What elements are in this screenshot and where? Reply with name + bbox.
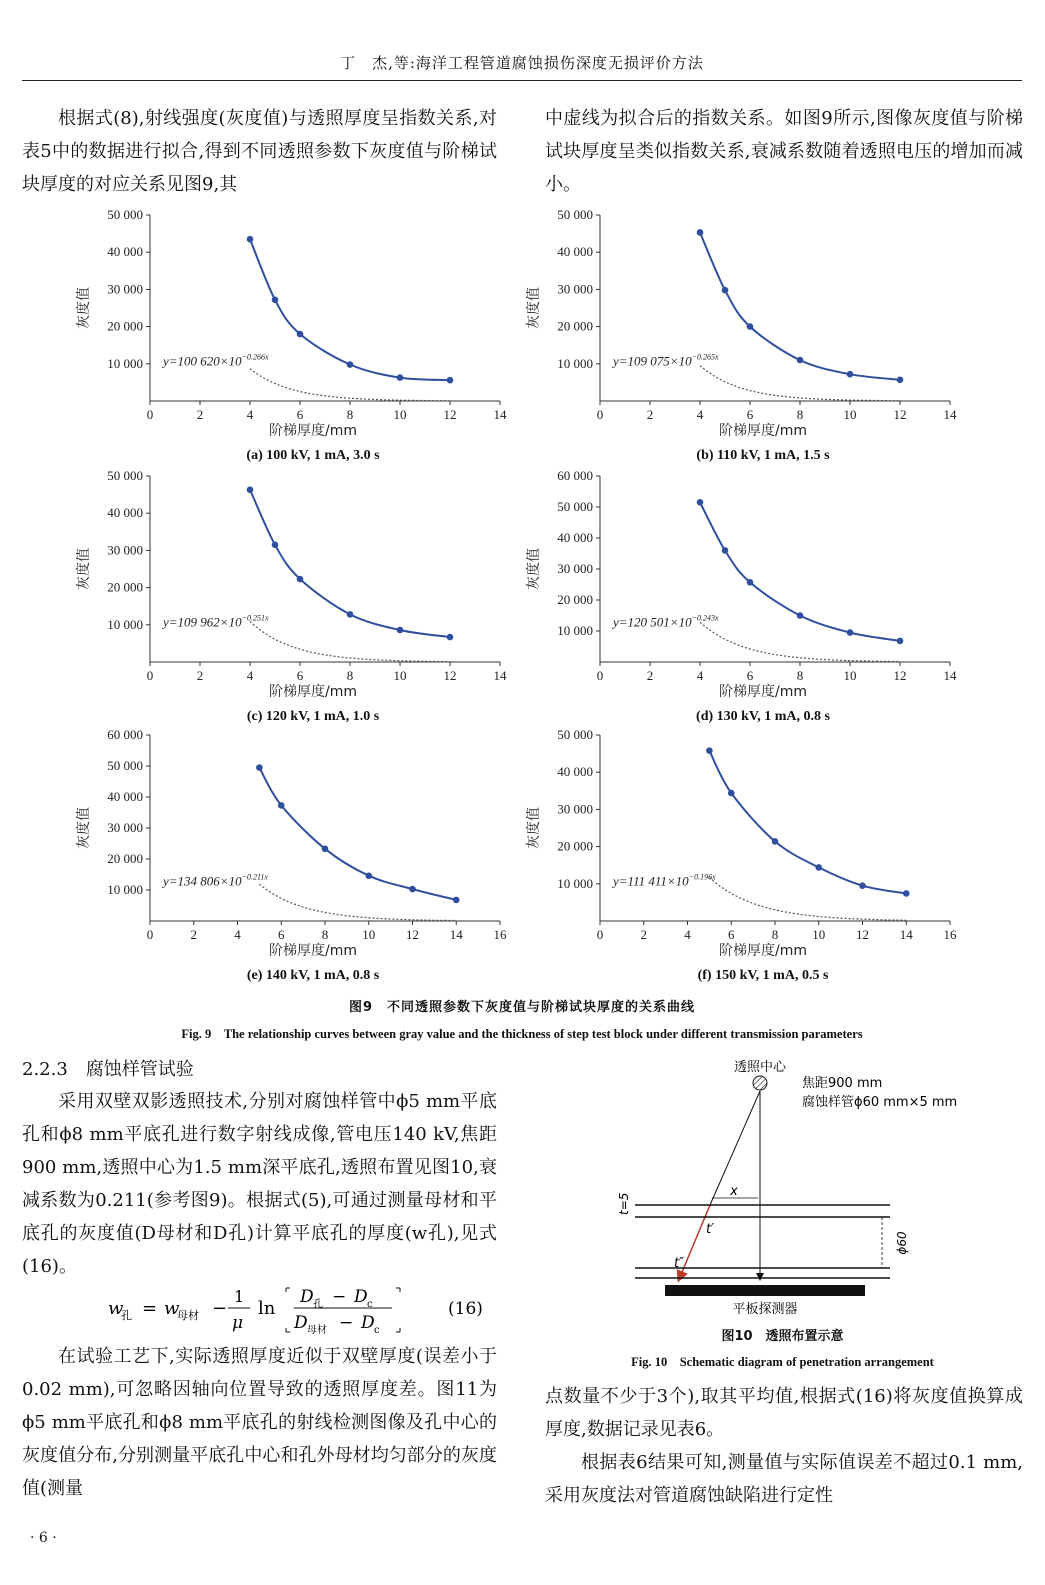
- data-series-line: [259, 768, 456, 900]
- right-paragraph-2: 点数量不少于3个),取其平均值,根据式(16)将灰度值换算成厚度,数据记录见表6。: [545, 1386, 1023, 1440]
- x-tick-label: 14: [943, 668, 957, 683]
- fit-equation: y=109 $075\times 10^{-0.265x}$: [613, 352, 719, 369]
- running-header: 丁 杰,等:海洋工程管道腐蚀损伤深度无损评价方法: [340, 54, 704, 72]
- formula-number: (16): [448, 1299, 483, 1319]
- y-axis-label: 灰度值: [526, 807, 542, 849]
- data-point: [859, 882, 866, 889]
- data-point: [815, 864, 822, 871]
- data-series-line: [700, 502, 900, 641]
- y-tick-label: 20 000: [557, 592, 593, 607]
- x-tick-label: 2: [196, 668, 204, 683]
- section-number: 2.2.3: [22, 1059, 68, 1080]
- chart-a-plot: [60, 205, 530, 467]
- y-tick-label: 40 000: [107, 244, 143, 260]
- y-tick-label: 50 000: [107, 758, 143, 773]
- data-point: [797, 612, 804, 619]
- subfigure-caption: (f) 150 kV, 1 mA, 0.5 s: [697, 968, 829, 983]
- figure10-caption-zh: 图10 透照布置示意: [721, 1329, 844, 1344]
- formula-w-base: w: [164, 1298, 180, 1319]
- y-tick-label: 40 000: [557, 530, 593, 545]
- section-title: 腐蚀样管试验: [85, 1059, 194, 1080]
- y-tick-label: 30 000: [557, 801, 593, 817]
- data-series-line: [709, 751, 906, 894]
- formula-16: [108, 1280, 498, 1340]
- x-tick-label: 10: [843, 407, 857, 422]
- x-tick-label: 10: [393, 407, 407, 422]
- data-point: [272, 297, 279, 304]
- x-axis-label: 阶梯厚度/mm: [719, 684, 807, 700]
- fig10-t1-label: t′: [706, 1222, 715, 1237]
- x-tick-label: 8: [796, 407, 804, 422]
- x-tick-label: 14: [899, 927, 913, 942]
- x-tick-label: 0: [146, 668, 154, 683]
- x-tick-label: 12: [856, 927, 869, 942]
- y-tick-label: 60 000: [557, 468, 593, 483]
- fig10-t2-label: t″: [674, 1256, 684, 1271]
- fit-curve: [700, 366, 900, 401]
- x-tick-label: 14: [449, 927, 463, 942]
- x-tick-label: 12: [406, 927, 419, 942]
- data-point: [347, 361, 354, 368]
- data-point: [772, 838, 779, 845]
- x-axis-label: 阶梯厚度/mm: [719, 943, 807, 959]
- x-tick-label: 14: [493, 407, 507, 422]
- y-tick-label: 50 000: [107, 207, 143, 222]
- fit-equation: y=109 $962\times 10^{-0.251x}$: [163, 613, 269, 630]
- y-tick-label: 10 000: [107, 882, 143, 897]
- y-tick-label: 30 000: [557, 561, 593, 576]
- x-tick-label: 4: [696, 407, 704, 422]
- fig10-oblique-ray-red: [680, 1205, 710, 1277]
- y-axis-label: 灰度值: [76, 807, 92, 849]
- x-tick-label: 8: [771, 927, 779, 942]
- x-axis-label: 阶梯厚度/mm: [269, 423, 357, 439]
- right-paragraph-3: 根据表6结果可知,测量值与实际值误差不超过0.1 mm,采用灰度法对管道腐蚀缺陷进行定性: [545, 1452, 1023, 1506]
- formula-w-hole-sub: 孔: [121, 1309, 132, 1322]
- fit-equation: y=111 $411\times 10^{-0.196x}$: [613, 872, 716, 889]
- data-point: [322, 845, 329, 852]
- formula-num-s2: c: [367, 1299, 373, 1310]
- formula-w-base-sub: 母材: [177, 1309, 199, 1322]
- x-tick-label: 8: [796, 668, 804, 683]
- y-tick-label: 10 000: [557, 623, 593, 638]
- left-paragraph-2: 采用双壁双影透照技术,分别对腐蚀样管中ϕ5 mm平底孔和ϕ8 mm平底孔进行数字射线成像,管电压140 kV,焦距900 mm,透照中心为1.5 mm深平底孔,透照布置见图10,衰减系数为0.211(参考图9)。根据式(5),可通过测量母材和平底孔的灰度值(D母材和D孔)计算平底孔的厚度(w孔),见式(16)。: [22, 1091, 497, 1277]
- header-rule: [22, 80, 1022, 81]
- data-point: [272, 542, 279, 549]
- fit-equation: y=100 $620\times 10^{-0.266x}$: [163, 352, 269, 369]
- data-point: [297, 576, 304, 583]
- data-point: [697, 229, 704, 236]
- x-tick-label: 0: [146, 927, 154, 942]
- fit-equation: y=120 $501\times 10^{-0.243x}$: [613, 613, 719, 630]
- data-point: [847, 371, 854, 378]
- figure9-caption-en: Fig. 9 The relationship curves between gray value and the thickness of step test block under different transmission parameters: [181, 1027, 863, 1041]
- chart-b: [510, 205, 980, 467]
- data-point: [447, 634, 454, 641]
- subfigure-caption: (c) 120 kV, 1 mA, 1.0 s: [246, 709, 380, 724]
- formula-den-minus: −: [339, 1313, 354, 1333]
- x-tick-label: 10: [812, 927, 826, 942]
- formula-den-d2: D: [361, 1313, 375, 1333]
- y-tick-label: 30 000: [107, 542, 143, 558]
- x-tick-label: 14: [493, 668, 507, 683]
- formula-minus: −: [212, 1298, 228, 1319]
- subfigure-caption: (b) 110 kV, 1 mA, 1.5 s: [696, 448, 830, 463]
- fig10-detector-label: 平板探测器: [732, 1302, 798, 1317]
- data-point: [397, 374, 404, 381]
- x-tick-label: 6: [296, 668, 304, 683]
- chart-d-plot: [510, 466, 980, 728]
- subfigure-caption: (d) 130 kV, 1 mA, 0.8 s: [696, 709, 830, 724]
- chart-b-plot: [510, 205, 980, 467]
- fit-curve: [250, 369, 450, 401]
- y-tick-label: 40 000: [557, 244, 593, 260]
- y-tick-label: 10 000: [557, 355, 593, 371]
- page-number: · 6 ·: [30, 1530, 57, 1546]
- data-point: [728, 790, 735, 797]
- formula-num-d2: D: [354, 1287, 368, 1307]
- fit-curve: [709, 878, 906, 921]
- fig10-x-label: x: [730, 1184, 738, 1199]
- x-tick-label: 12: [443, 407, 457, 422]
- data-point: [797, 357, 804, 364]
- data-point: [747, 323, 754, 330]
- y-tick-label: 10 000: [557, 875, 593, 891]
- chart-e-plot: [60, 725, 530, 987]
- data-point: [347, 611, 354, 618]
- data-point: [747, 579, 754, 586]
- y-axis-label: 灰度值: [526, 548, 542, 590]
- x-tick-label: 6: [746, 407, 754, 422]
- x-tick-label: 8: [346, 668, 354, 683]
- data-point: [453, 897, 460, 904]
- x-axis-label: 阶梯厚度/mm: [719, 423, 807, 439]
- formula-w-hole: w: [108, 1298, 124, 1319]
- x-tick-label: 12: [893, 668, 907, 683]
- y-axis-label: 灰度值: [76, 548, 92, 590]
- x-tick-label: 2: [196, 407, 204, 422]
- chart-c: [60, 466, 530, 728]
- data-point: [706, 747, 713, 754]
- fig10-diameter-label: ϕ60: [895, 1231, 909, 1255]
- fit-curve: [259, 884, 456, 920]
- data-point: [409, 886, 416, 893]
- chart-f-plot: [510, 725, 980, 987]
- y-tick-label: 40 000: [107, 789, 143, 804]
- figure9-caption-zh: 图9 不同透照参数下灰度值与阶梯试块厚度的关系曲线: [348, 1000, 696, 1015]
- data-point: [247, 236, 254, 243]
- subfigure-caption: (a) 100 kV, 1 mA, 3.0 s: [246, 448, 380, 463]
- data-point: [256, 764, 263, 771]
- x-axis-label: 阶梯厚度/mm: [269, 943, 357, 959]
- y-tick-label: 50 000: [557, 207, 593, 222]
- y-tick-label: 50 000: [557, 727, 593, 742]
- x-tick-label: 12: [893, 407, 907, 422]
- x-tick-label: 12: [443, 668, 457, 683]
- fit-curve: [700, 622, 900, 661]
- x-tick-label: 4: [684, 927, 691, 942]
- x-tick-label: 4: [246, 407, 254, 422]
- data-point: [903, 890, 910, 897]
- x-tick-label: 0: [596, 668, 604, 683]
- y-axis-label: 灰度值: [526, 287, 542, 329]
- formula-den-s2: c: [374, 1325, 380, 1336]
- x-tick-label: 6: [278, 927, 285, 942]
- formula-num-minus: −: [332, 1287, 347, 1307]
- chart-a: [60, 205, 530, 467]
- fig10-detector: [665, 1285, 865, 1296]
- x-axis-label: 阶梯厚度/mm: [269, 684, 357, 700]
- y-axis-label: 灰度值: [76, 287, 92, 329]
- x-tick-label: 8: [321, 927, 329, 942]
- x-tick-label: 16: [943, 927, 957, 942]
- y-tick-label: 30 000: [107, 820, 143, 835]
- x-tick-label: 2: [190, 927, 197, 942]
- y-tick-label: 50 000: [107, 468, 143, 483]
- x-tick-label: 6: [728, 927, 735, 942]
- formula-one: 1: [234, 1287, 245, 1306]
- formula-num-s1: 孔: [313, 1299, 323, 1310]
- data-point: [278, 802, 285, 809]
- data-point: [297, 331, 304, 338]
- y-tick-label: 10 000: [107, 355, 143, 371]
- data-point: [897, 638, 904, 645]
- formula-den-s1: 母材: [307, 1325, 327, 1336]
- x-tick-label: 0: [596, 927, 604, 942]
- left-paragraph-3: 在试验工艺下,实际透照厚度近似于双壁厚度(误差小于0.02 mm),可忽略因轴向位置导致的透照厚度差。图11为ϕ5 mm平底孔和ϕ8 mm平底孔的射线检测图像及孔中心的灰度值分布,分别测量平底孔中心和孔外母材均匀部分的灰度值(测量: [22, 1346, 497, 1499]
- fit-curve: [250, 622, 450, 662]
- y-tick-label: 20 000: [107, 318, 143, 334]
- y-tick-label: 60 000: [107, 727, 143, 742]
- chart-e: [60, 725, 530, 987]
- x-tick-label: 10: [843, 668, 857, 683]
- formula-num-d1: D: [300, 1287, 314, 1307]
- left-paragraph-1: 根据式(8),射线强度(灰度值)与透照厚度呈指数关系,对表5中的数据进行拟合,得到不同透照参数下灰度值与阶梯试块厚度的对应关系见图9,其: [22, 108, 497, 195]
- x-tick-label: 4: [246, 668, 254, 683]
- y-tick-label: 20 000: [107, 851, 143, 866]
- x-tick-label: 10: [362, 927, 376, 942]
- figure10-diagram: [540, 1055, 1025, 1355]
- x-tick-label: 4: [696, 668, 704, 683]
- fig10-center-label: 透照中心: [733, 1060, 787, 1075]
- x-tick-label: 8: [346, 407, 354, 422]
- x-tick-label: 0: [146, 407, 154, 422]
- chart-c-plot: [60, 466, 530, 728]
- y-tick-label: 50 000: [557, 499, 593, 514]
- x-tick-label: 14: [943, 407, 957, 422]
- x-tick-label: 6: [296, 407, 304, 422]
- data-point: [722, 287, 729, 294]
- data-point: [397, 627, 404, 634]
- data-point: [365, 872, 372, 879]
- x-tick-label: 2: [646, 407, 654, 422]
- chart-f: [510, 725, 980, 987]
- subfigure-caption: (e) 140 kV, 1 mA, 0.8 s: [246, 968, 380, 983]
- data-point: [722, 547, 729, 554]
- formula-ln: ln: [258, 1298, 276, 1319]
- y-tick-label: 30 000: [107, 281, 143, 297]
- data-point: [697, 499, 704, 506]
- data-series-line: [250, 239, 450, 380]
- y-tick-label: 20 000: [557, 318, 593, 334]
- x-tick-label: 2: [640, 927, 647, 942]
- data-point: [847, 629, 854, 636]
- x-tick-label: 0: [596, 407, 604, 422]
- x-tick-label: 6: [746, 668, 754, 683]
- fig10-focal-label: 焦距900 mm: [802, 1076, 883, 1091]
- chart-d: [510, 466, 980, 728]
- section-heading: [22, 1055, 194, 1081]
- right-paragraph-1: 中虚线为拟合后的指数关系。如图9所示,图像灰度值与阶梯试块厚度呈类似指数关系,衰减系数随着透照电压的增加而减小。: [545, 108, 1023, 195]
- x-tick-label: 10: [393, 668, 407, 683]
- formula-equals: =: [142, 1298, 158, 1319]
- y-tick-label: 40 000: [107, 505, 143, 521]
- y-tick-label: 10 000: [107, 616, 143, 632]
- figure10-caption-en: Fig. 10 Schematic diagram of penetration arrangement: [631, 1355, 934, 1369]
- fig10-source-icon: [753, 1076, 767, 1090]
- y-tick-label: 30 000: [557, 281, 593, 297]
- formula-mu: μ: [232, 1313, 244, 1333]
- fig10-sample-label: 腐蚀样管ϕ60 mm×5 mm: [802, 1095, 958, 1110]
- fit-equation: y=134 $806\times 10^{-0.211x}$: [163, 872, 268, 889]
- x-tick-label: 2: [646, 668, 654, 683]
- data-point: [447, 377, 454, 384]
- data-point: [897, 376, 904, 383]
- y-tick-label: 20 000: [107, 579, 143, 595]
- fig10-t-label: t=5: [617, 1192, 631, 1215]
- x-tick-label: 4: [234, 927, 241, 942]
- formula-den-d1: D: [294, 1313, 308, 1333]
- y-tick-label: 20 000: [557, 838, 593, 854]
- data-point: [247, 486, 254, 493]
- y-tick-label: 40 000: [557, 764, 593, 780]
- x-tick-label: 16: [493, 927, 507, 942]
